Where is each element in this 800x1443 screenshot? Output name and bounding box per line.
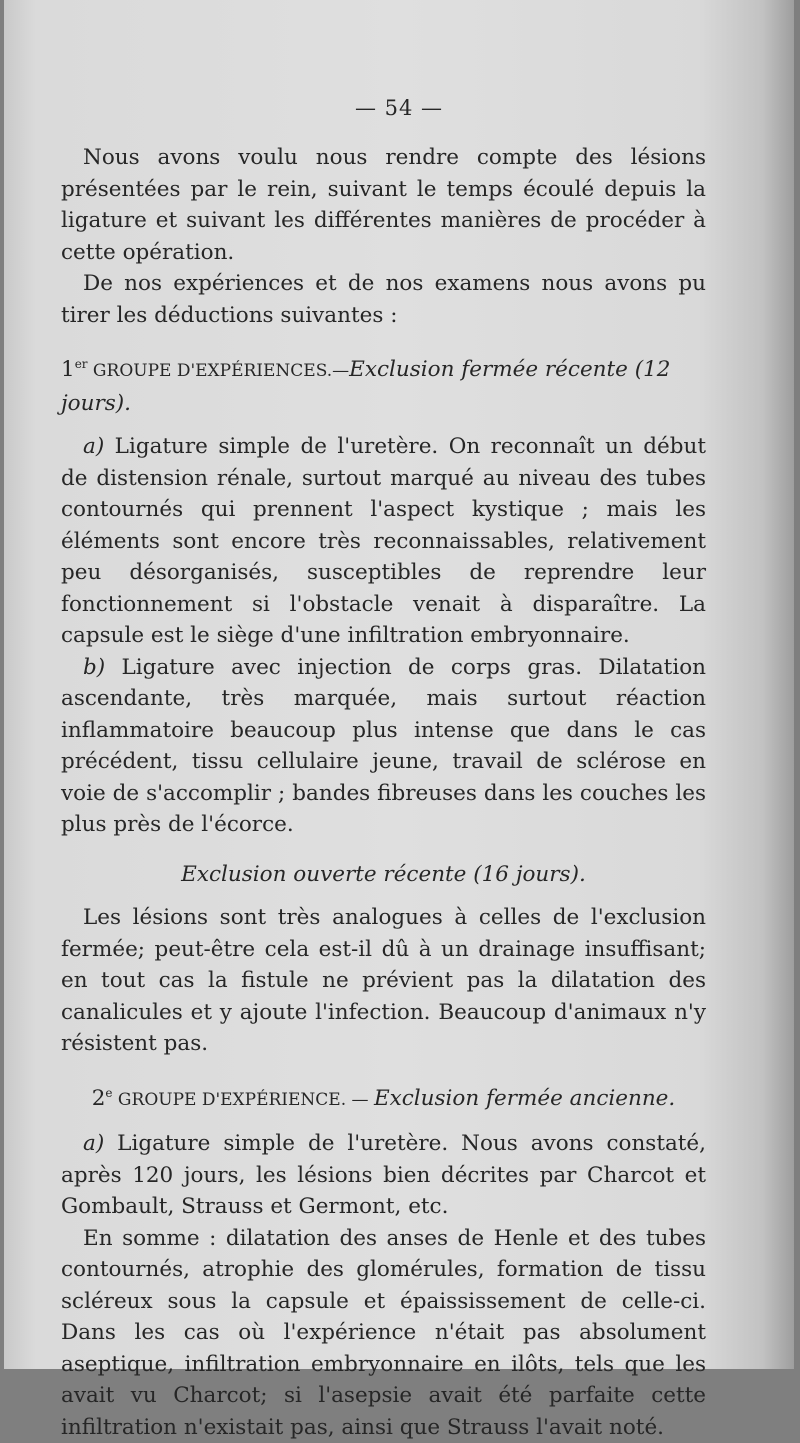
item-text-a-2: Ligature simple de l'uretère. Nous avons constaté, après 120 jours, les lésions bien décrites par Charcot et Gombault, Strauss et Germont, etc. (61, 1131, 706, 1220)
paragraph-a-ligature (61, 431, 706, 652)
paragraph-b-ligature (61, 652, 706, 841)
group-2-number: 2 (91, 1085, 106, 1111)
paragraph-deductions: De nos expériences et de nos examens nous avons pu tirer les déductions suivantes : (61, 271, 706, 328)
body-text (61, 142, 706, 1443)
group-2-title: Exclusion fermée ancienne. (373, 1085, 676, 1111)
paragraph-intro: Nous avons voulu nous rendre compte des lésions présentées par le rein, suivant le temps écoulé depuis la ligature et suivant les différentes manières de procéder à cette opération. (61, 145, 706, 265)
group-1-label: GROUPE D'EXPÉRIENCES.— (87, 361, 350, 382)
item-text-a: Ligature simple de l'uretère. On reconnaît un début de distension rénale, surtout marqué au niveau des tubes contournés qui prennent l'aspect kystique ; mais les éléments sont encore très reconnaissables, relativement peu désorganisés, susceptibles de reprendre leur fonctionnement si l'obstacle venait à disparaître. La capsule est le siège d'une infiltration embryonnaire. (61, 434, 706, 649)
page-number: — 54 — (354, 96, 444, 120)
paragraph-a-ligature-2 (61, 1128, 706, 1223)
book-page (4, 0, 794, 1440)
section-heading-group-1 (61, 349, 706, 419)
group-1-title: Exclusion fermée récente (12 jours). (61, 357, 671, 416)
group-1-ordinal: er (74, 357, 88, 371)
section-heading-open-exclusion: Exclusion ouverte récente (16 jours). (181, 861, 586, 887)
paragraph-summary: En somme : dilatation des anses de Henle et des tubes contournés, atrophie des glomérules, formation de tissu scléreux sous la capsule et épaississement de celle-ci. Dans les cas où l'expérience n'était pas absolument aseptique, infiltration embryonnaire en ilôts, tels que les avait vu Charcot; si l'asepsie avait été parfaite cette infiltration n'existait pas, ainsi que Strauss l'avait noté. (61, 1225, 706, 1440)
item-text-b: Ligature avec injection de corps gras. Dilatation ascendante, très marquée, mais surtout réaction inflammatoire beaucoup plus intense que dans le cas précédent, tissu cellulaire jeune, travail de sclérose en voie de s'accomplir ; bandes fibreuses dans les couches les plus près de l'écorce. (61, 654, 706, 838)
paragraph-open-exclusion: Les lésions sont très analogues à celles de l'exclusion fermée; peut-être cela est-il dû à un drainage insuffisant; en tout cas la fistule ne prévient pas la dilatation des canalicules et y ajoute l'infection. Beaucoup d'animaux n'y résistent pas. (61, 905, 706, 1057)
item-label-b: b) (83, 654, 106, 680)
group-2-ordinal: e (105, 1085, 113, 1100)
item-label-a-2: a) (83, 1131, 105, 1157)
section-heading-group-2 (61, 1078, 706, 1117)
group-2-label: GROUPE D'EXPÉRIENCE. — (112, 1089, 374, 1110)
group-1-number: 1 (61, 357, 75, 383)
item-label-a: a) (83, 434, 105, 460)
